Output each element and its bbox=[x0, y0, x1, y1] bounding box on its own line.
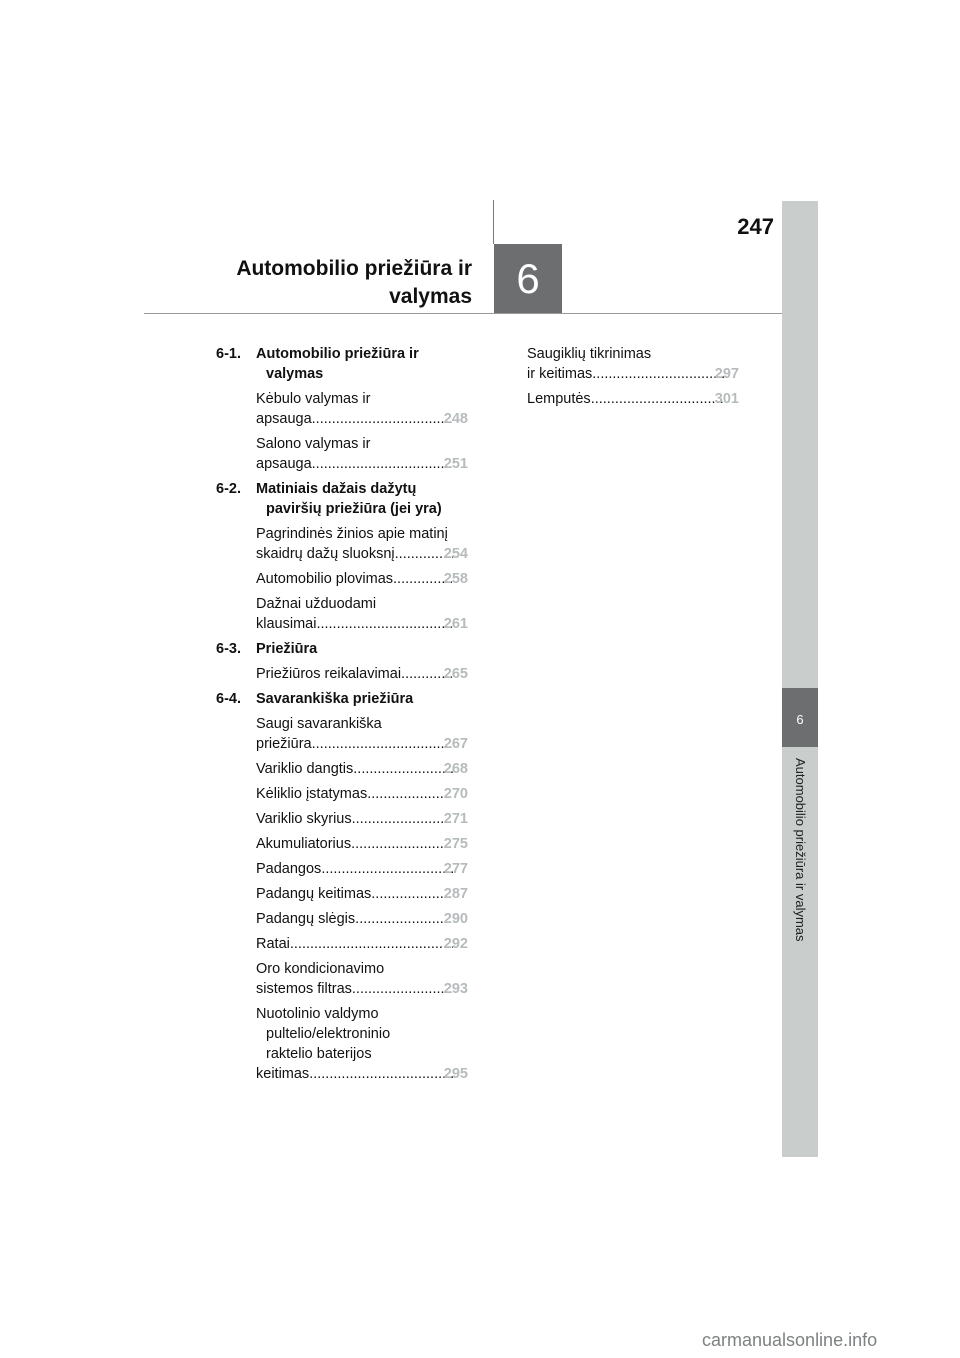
page-ref[interactable]: 254 bbox=[443, 546, 468, 562]
leader-dots bbox=[353, 759, 453, 779]
leader-dots bbox=[352, 979, 453, 999]
leader-dots bbox=[312, 734, 453, 754]
entry-text: klausimai bbox=[256, 616, 317, 632]
section-title: Matiniais dažais dažytų bbox=[256, 481, 417, 497]
page-ref[interactable]: 248 bbox=[443, 411, 468, 427]
entry-text: apsauga bbox=[256, 411, 312, 427]
page-ref[interactable]: 287 bbox=[443, 886, 468, 902]
entry-text: Saugiklių tikrinimas bbox=[527, 346, 652, 362]
toc-entry[interactable] bbox=[256, 434, 468, 474]
toc-entry[interactable] bbox=[256, 664, 468, 684]
chapter-title-line1: Automobilio priežiūra ir bbox=[236, 257, 472, 280]
page-ref[interactable]: 251 bbox=[443, 456, 468, 472]
leader-dots bbox=[351, 834, 453, 854]
entry-text: Variklio dangtis bbox=[256, 761, 354, 777]
side-tab-label: Automobilio priežiūra ir valymas bbox=[793, 758, 808, 942]
leader-dots bbox=[592, 364, 724, 384]
entry-text: Kėbulo valymas ir bbox=[256, 391, 371, 407]
entry-text: pultelio/elektroninio bbox=[266, 1026, 391, 1042]
leader-dots bbox=[371, 884, 453, 904]
toc-entry[interactable] bbox=[527, 389, 739, 409]
page-ref[interactable]: 267 bbox=[443, 736, 468, 752]
entry-text: skaidrų dažų sluoksnį bbox=[256, 546, 395, 562]
toc-entry[interactable] bbox=[256, 859, 468, 879]
toc-column-left bbox=[216, 344, 468, 1089]
leader-dots bbox=[312, 454, 453, 474]
page-ref[interactable]: 261 bbox=[443, 616, 468, 632]
entry-text: Oro kondicionavimo bbox=[256, 961, 385, 977]
toc-entry[interactable] bbox=[256, 884, 468, 904]
leader-dots bbox=[352, 809, 453, 829]
entry-text: Padangų slėgis bbox=[256, 911, 356, 927]
toc-entry[interactable] bbox=[256, 1004, 468, 1084]
leader-dots bbox=[591, 389, 724, 409]
entry-text: Priežiūros reikalavimai bbox=[256, 666, 402, 682]
toc-entry[interactable] bbox=[256, 784, 468, 804]
page-ref[interactable]: 301 bbox=[714, 391, 739, 407]
toc-section bbox=[216, 639, 468, 659]
section-number: 6-1. bbox=[216, 346, 241, 362]
entry-text: Pagrindinės žinios apie matinį bbox=[256, 526, 448, 542]
entry-text: raktelio baterijos bbox=[266, 1046, 372, 1062]
section-title: paviršių priežiūra (jei yra) bbox=[266, 501, 442, 517]
leader-dots bbox=[290, 934, 453, 954]
chapter-title-line2: valymas bbox=[389, 285, 472, 308]
watermark: carmanualsonline.info bbox=[702, 1330, 878, 1350]
page-ref[interactable]: 268 bbox=[443, 761, 468, 777]
entry-text: Padangų keitimas bbox=[256, 886, 372, 902]
section-number: 6-2. bbox=[216, 481, 241, 497]
toc-entry[interactable] bbox=[256, 909, 468, 929]
leader-dots bbox=[321, 859, 452, 879]
page-ref[interactable]: 271 bbox=[443, 811, 468, 827]
leader-dots bbox=[367, 784, 453, 804]
toc-entry[interactable] bbox=[256, 524, 468, 564]
entry-text: Salono valymas ir bbox=[256, 436, 371, 452]
entry-text: Ratai bbox=[256, 936, 290, 952]
section-number: 6-3. bbox=[216, 641, 241, 657]
section-number: 6-4. bbox=[216, 691, 241, 707]
section-title: Priežiūra bbox=[256, 641, 318, 657]
entry-text: Dažnai užduodami bbox=[256, 596, 377, 612]
header-divider-vertical bbox=[493, 200, 494, 244]
page-ref[interactable]: 297 bbox=[714, 366, 739, 382]
page-ref[interactable]: 295 bbox=[443, 1066, 468, 1082]
leader-dots bbox=[355, 909, 453, 929]
section-title: Savarankiška priežiūra bbox=[256, 691, 414, 707]
toc-section bbox=[216, 344, 468, 384]
page-ref[interactable]: 270 bbox=[443, 786, 468, 802]
page-ref[interactable]: 290 bbox=[443, 911, 468, 927]
toc-entry[interactable] bbox=[256, 389, 468, 429]
side-tab-chapter[interactable]: 6 bbox=[782, 688, 818, 747]
toc-entry[interactable] bbox=[527, 344, 739, 384]
entry-text: Saugi savarankiška bbox=[256, 716, 382, 732]
chapter-title bbox=[200, 255, 472, 311]
page-ref[interactable]: 265 bbox=[443, 666, 468, 682]
page-number: 247 bbox=[737, 214, 774, 239]
leader-dots bbox=[312, 409, 453, 429]
leader-dots bbox=[309, 1064, 453, 1084]
toc-entry[interactable] bbox=[256, 834, 468, 854]
page-ref[interactable]: 258 bbox=[443, 571, 468, 587]
entry-text: keitimas bbox=[256, 1066, 310, 1082]
leader-dots bbox=[316, 614, 452, 634]
section-title: Automobilio priežiūra ir bbox=[256, 346, 419, 362]
entry-text: Lemputės bbox=[527, 391, 591, 407]
entry-text: Nuotolinio valdymo bbox=[256, 1006, 379, 1022]
chapter-number-box: 6 bbox=[494, 244, 562, 313]
page-ref[interactable]: 293 bbox=[443, 981, 468, 997]
page-ref[interactable]: 292 bbox=[443, 936, 468, 952]
toc-entry[interactable] bbox=[256, 714, 468, 754]
page-ref[interactable]: 277 bbox=[443, 861, 468, 877]
toc-entry[interactable] bbox=[256, 934, 468, 954]
entry-text: Automobilio plovimas bbox=[256, 571, 394, 587]
toc-entry[interactable] bbox=[256, 759, 468, 779]
entry-text: priežiūra bbox=[256, 736, 312, 752]
header-divider bbox=[144, 313, 782, 314]
entry-text: apsauga bbox=[256, 456, 312, 472]
toc-entry[interactable] bbox=[256, 959, 468, 999]
section-title: valymas bbox=[266, 366, 324, 382]
side-tab-bar bbox=[782, 201, 818, 1157]
toc-section bbox=[216, 689, 468, 709]
page-ref[interactable]: 275 bbox=[443, 836, 468, 852]
toc-column-right bbox=[527, 344, 739, 414]
toc-section bbox=[216, 479, 468, 519]
entry-text: Akumuliatorius bbox=[256, 836, 352, 852]
toc-entry[interactable] bbox=[256, 569, 468, 589]
toc-entry[interactable] bbox=[256, 809, 468, 829]
entry-text: Kėliklio įstatymas bbox=[256, 786, 368, 802]
toc-entry[interactable] bbox=[256, 594, 468, 634]
entry-text: ir keitimas bbox=[527, 366, 593, 382]
entry-text: Variklio skyrius bbox=[256, 811, 352, 827]
entry-text: Padangos bbox=[256, 861, 322, 877]
entry-text: sistemos filtras bbox=[256, 981, 352, 997]
